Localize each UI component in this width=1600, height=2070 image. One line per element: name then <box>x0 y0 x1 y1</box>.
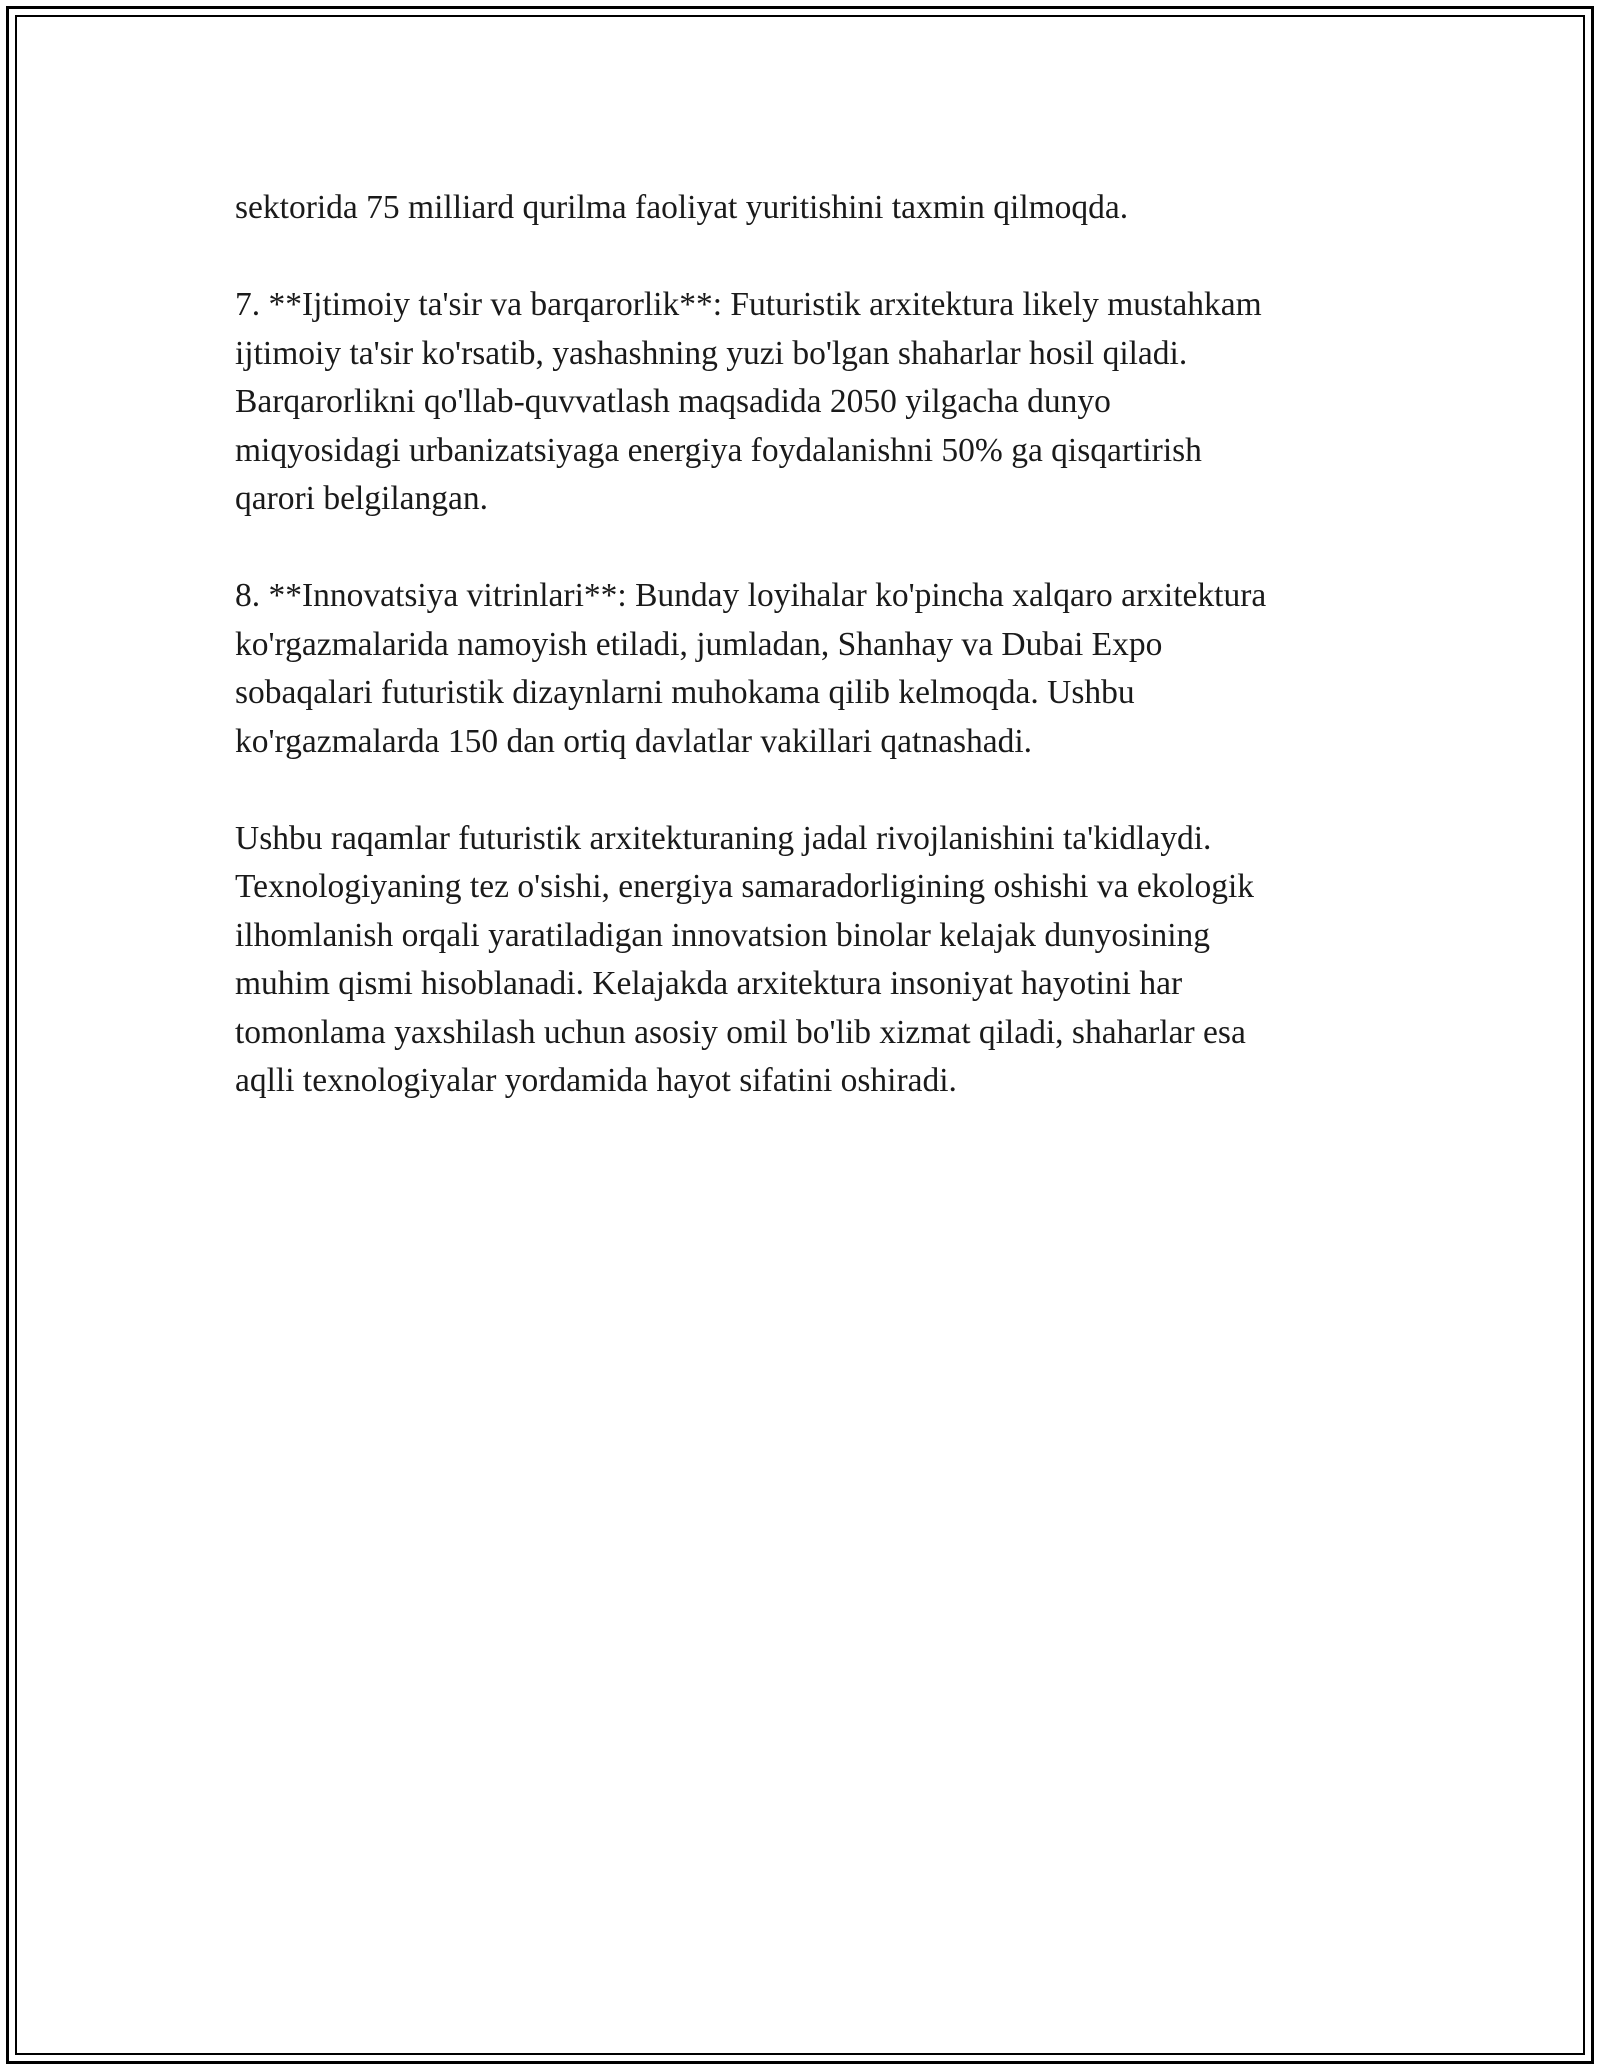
paragraph-conclusion: Ushbu raqamlar futuristik arxitekturaning jadal rivojlanishini ta'kidlaydi. Texnologiyaning tez o'sishi, energiya samaradorligining oshishi va ekologik ilhomlanish orqali yaratiladigan innovatsion binolar kelajak dunyosining muhim qismi hisoblanadi. Kelajakda arxitektura insoniyat hayotini har tomonlama yaxshilash uchun asosiy omil bo'lib xizmat qiladi, shaharlar esa aqlli texnologiyalar yordamida hayot sifatini oshiradi. <box>235 819 1255 1099</box>
paragraph-item-7-social-impact: 7. **Ijtimoiy ta'sir va barqarorlik**: Futuristik arxitektura likely mustahkam ijtimoiy ta'sir ko'rsatib, yashashning yuzi bo'lgan shaharlar hosil qiladi. Barqarorlikni qo'llab-quvvatlash maqsadida 2050 yilgacha dunyo miqyosidagi urbanizatsiyaga energiya foydalanishni 50% ga qisqartirish qarori belgilangan. <box>235 286 1262 517</box>
document-body <box>235 184 1385 1154</box>
paragraph-item-8-innovation-showcases: 8. **Innovatsiya vitrinlari**: Bunday loyihalar ko'pincha xalqaro arxitektura ko'rgazmalarida namoyish etiladi, jumladan, Shanhay va Dubai Expo sobaqalari futuristik dizaynlarni muhokama qilib kelmoqda. Ushbu ko'rgazmalarda 150 dan ortiq davlatlar vakillari qatnashadi. <box>235 577 1267 760</box>
paragraph-sector-continuation: sektorida 75 milliard qurilma faoliyat yuritishini taxmin qilmoqda. <box>235 189 1129 226</box>
